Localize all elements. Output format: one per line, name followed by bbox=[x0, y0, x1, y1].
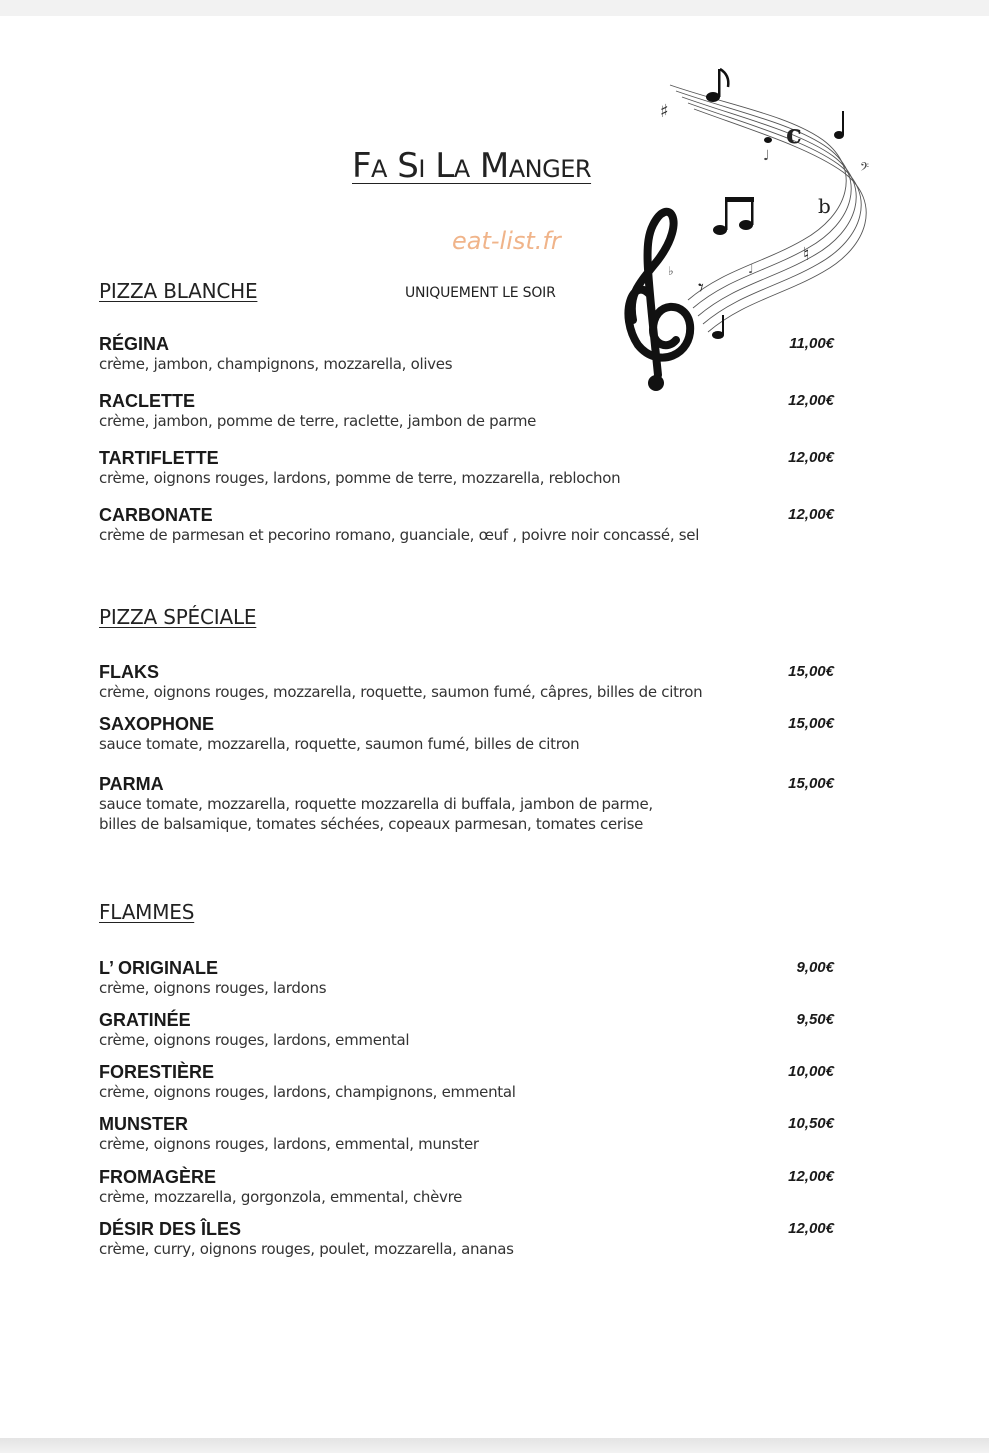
item-name: RACLETTE bbox=[99, 391, 195, 411]
item-price: 12,00€ bbox=[788, 1168, 834, 1185]
item-description: crème, oignons rouges, lardons, pomme de terre, mozzarella, reblochon bbox=[99, 469, 621, 487]
menu-item-originale bbox=[99, 958, 834, 998]
menu-item-flaks bbox=[99, 662, 834, 702]
item-name: PARMA bbox=[99, 774, 164, 794]
item-description: crème, oignons rouges, lardons, emmental bbox=[99, 1031, 410, 1049]
item-description: sauce tomate, mozzarella, roquette, saumon fumé, billes de citron bbox=[99, 735, 580, 753]
svg-text:𝄢: 𝄢 bbox=[860, 161, 870, 177]
menu-item-gratinee bbox=[99, 1010, 834, 1050]
item-name: FROMAGÈRE bbox=[99, 1167, 216, 1187]
svg-text:𝄾: 𝄾 bbox=[698, 276, 704, 301]
item-name: RÉGINA bbox=[99, 334, 170, 354]
page-bottom-edge bbox=[0, 1438, 989, 1453]
section-title-pizza-speciale: PIZZA SPÉCIALE bbox=[99, 605, 257, 629]
item-price: 15,00€ bbox=[788, 715, 834, 732]
item-name: FORESTIÈRE bbox=[99, 1062, 215, 1082]
item-description: crème, curry, oignons rouges, poulet, mozzarella, ananas bbox=[99, 1240, 514, 1258]
item-name: FLAKS bbox=[99, 662, 159, 682]
item-description-line-2: billes de balsamique, tomates séchées, copeaux parmesan, tomates cerise bbox=[99, 815, 644, 833]
item-name: DÉSIR DES ÎLES bbox=[99, 1219, 242, 1239]
item-price: 10,00€ bbox=[788, 1063, 834, 1080]
menu-item-desir-des-iles bbox=[99, 1219, 834, 1259]
item-price: 15,00€ bbox=[788, 775, 834, 792]
item-name: SAXOPHONE bbox=[99, 714, 215, 734]
item-description: crème, oignons rouges, lardons, champignons, emmental bbox=[99, 1083, 516, 1101]
svg-text:♮: ♮ bbox=[803, 244, 810, 265]
item-price: 12,00€ bbox=[788, 1220, 834, 1237]
item-description: crème, oignons rouges, lardons, emmental, munster bbox=[99, 1135, 479, 1153]
item-description: crème, jambon, pomme de terre, raclette, jambon de parme bbox=[99, 412, 537, 430]
section-title-flammes: FLAMMES bbox=[99, 900, 195, 924]
section-note: UNIQUEMENT LE SOIR bbox=[405, 285, 556, 301]
menu-item-tartiflette bbox=[99, 448, 834, 488]
item-description: crème de parmesan et pecorino romano, guanciale, œuf , poivre noir concassé, sel bbox=[99, 526, 700, 544]
svg-text:♩: ♩ bbox=[748, 262, 754, 276]
item-price: 10,50€ bbox=[788, 1115, 834, 1132]
menu-item-saxophone bbox=[99, 714, 834, 754]
svg-text:♩: ♩ bbox=[763, 148, 770, 164]
item-description: crème, oignons rouges, lardons bbox=[99, 979, 327, 997]
item-description: sauce tomate, mozzarella, roquette mozzarella di buffala, jambon de parme, bbox=[99, 795, 653, 813]
item-name: CARBONATE bbox=[99, 505, 213, 525]
menu-title: Fa Si La Manger bbox=[352, 146, 592, 186]
watermark: eat-list.fr bbox=[452, 227, 561, 255]
item-price: 9,50€ bbox=[796, 1011, 834, 1028]
item-description: crème, mozzarella, gorgonzola, emmental, chèvre bbox=[99, 1188, 463, 1206]
item-name: MUNSTER bbox=[99, 1114, 188, 1134]
item-price: 12,00€ bbox=[788, 449, 834, 466]
svg-text:c: c bbox=[786, 120, 802, 150]
item-name: L’ ORIGINALE bbox=[99, 958, 219, 978]
svg-text:♯: ♯ bbox=[660, 101, 669, 122]
section-title-pizza-blanche: PIZZA BLANCHE bbox=[99, 279, 258, 303]
menu-item-munster bbox=[99, 1114, 834, 1154]
menu-item-raclette bbox=[99, 391, 834, 431]
item-price: 9,00€ bbox=[796, 959, 834, 976]
menu-item-carbonate bbox=[99, 505, 834, 545]
item-price: 12,00€ bbox=[788, 392, 834, 409]
menu-item-parma bbox=[99, 774, 834, 834]
item-price: 11,00€ bbox=[789, 335, 834, 352]
menu-item-regina bbox=[99, 334, 834, 374]
item-price: 12,00€ bbox=[788, 506, 834, 523]
menu-item-forestiere bbox=[99, 1062, 834, 1102]
item-description: crème, oignons rouges, mozzarella, roquette, saumon fumé, câpres, billes de citron bbox=[99, 683, 703, 701]
item-name: TARTIFLETTE bbox=[99, 448, 219, 468]
svg-text:b: b bbox=[818, 194, 831, 218]
item-description: crème, jambon, champignons, mozzarella, olives bbox=[99, 355, 453, 373]
svg-text:♭: ♭ bbox=[668, 264, 674, 278]
item-price: 15,00€ bbox=[788, 663, 834, 680]
menu-item-fromagere bbox=[99, 1167, 834, 1207]
item-name: GRATINÉE bbox=[99, 1010, 191, 1030]
